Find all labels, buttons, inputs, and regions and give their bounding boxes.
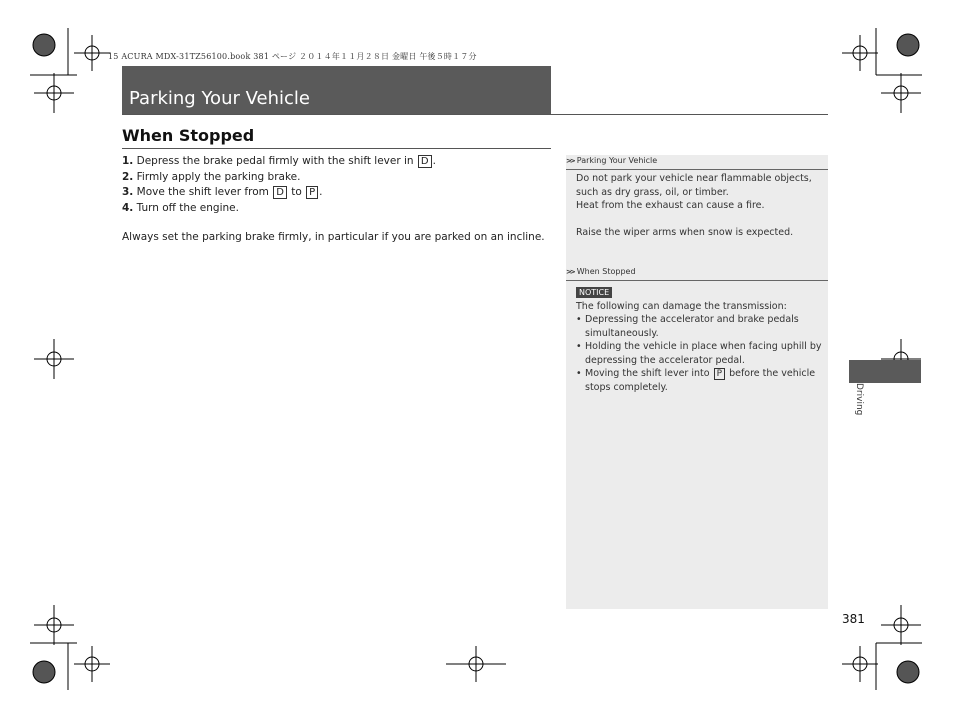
sidebar-parking-text xyxy=(576,172,824,240)
notice-bullets xyxy=(576,313,824,394)
section-title: When Stopped xyxy=(122,126,255,145)
double-chevron-icon: >> xyxy=(566,268,574,276)
parking-brake-note: Always set the parking brake firmly, in particular if you are parked on an incline. xyxy=(122,231,545,243)
print-header: 15 ACURA MDX-31TZ56100.book 381 ページ ２０１４年１１月２８日 金曜日 午後５時１７分 xyxy=(108,52,477,61)
sidebar-line: Do not park your vehicle near flammable objects, xyxy=(576,173,812,184)
shift-position-key: P xyxy=(306,186,318,199)
bullet-item xyxy=(576,313,824,340)
step-2 xyxy=(122,170,436,186)
bullet-line: depressing the accelerator pedal. xyxy=(585,354,745,366)
bullet-text: Moving the shift lever into xyxy=(585,368,710,379)
step-4 xyxy=(122,201,436,217)
notice-badge: NOTICE xyxy=(576,287,612,298)
sidebar-stopped-text xyxy=(576,286,824,394)
step-text-end: . xyxy=(319,186,323,198)
sidebar-rule xyxy=(566,280,828,281)
shift-position-key: D xyxy=(273,186,287,199)
step-text: Depress the brake pedal firmly with the shift lever in xyxy=(136,155,414,167)
section-rule xyxy=(122,148,551,149)
notice-intro: The following can damage the transmission: xyxy=(576,300,787,312)
shift-position-key: P xyxy=(714,368,725,380)
sidebar-heading-parking xyxy=(566,156,657,165)
sidebar-heading-text: Parking Your Vehicle xyxy=(576,156,658,165)
sidebar-line: Heat from the exhaust can cause a fire. xyxy=(576,200,765,211)
page-number: 381 xyxy=(842,612,865,626)
sidebar-rule xyxy=(566,169,828,170)
bullet-line: • Depressing the accelerator and brake pedals xyxy=(585,314,799,325)
step-1 xyxy=(122,154,436,170)
step-text-end: . xyxy=(432,155,436,167)
title-rule xyxy=(122,114,828,115)
step-text-mid: to xyxy=(291,186,302,198)
page-title: Parking Your Vehicle xyxy=(129,88,310,109)
step-number: 3. xyxy=(122,186,134,198)
sidebar-heading-stopped xyxy=(566,267,636,276)
bullet-item xyxy=(576,367,824,394)
shift-position-key: D xyxy=(418,155,432,168)
chapter-tab xyxy=(849,360,921,383)
sidebar-line: such as dry grass, oil, or timber. xyxy=(576,186,729,198)
steps-list xyxy=(122,154,436,216)
sidebar-line: Raise the wiper arms when snow is expected. xyxy=(576,227,794,238)
step-text: Turn off the engine. xyxy=(136,201,239,214)
bullet-item xyxy=(576,340,824,367)
sidebar-heading-text: When Stopped xyxy=(576,267,636,276)
chapter-tab-label: Driving xyxy=(854,383,864,416)
bullet-line: stops completely. xyxy=(585,381,668,393)
bullet-line: simultaneously. xyxy=(585,327,659,339)
step-number: 1. xyxy=(122,155,134,167)
step-number: 4. xyxy=(122,201,134,214)
bullet-text: before the vehicle xyxy=(729,368,816,379)
sidebar-notes xyxy=(566,155,828,609)
sidebar-spacer xyxy=(576,213,824,227)
step-number: 2. xyxy=(122,170,134,183)
step-text: Firmly apply the parking brake. xyxy=(136,170,301,183)
step-text: Move the shift lever from xyxy=(136,186,269,198)
bullet-line xyxy=(585,367,824,381)
bullet-line: • Holding the vehicle in place when facing uphill by xyxy=(585,341,822,352)
double-chevron-icon: >> xyxy=(566,157,574,165)
step-3 xyxy=(122,185,436,201)
